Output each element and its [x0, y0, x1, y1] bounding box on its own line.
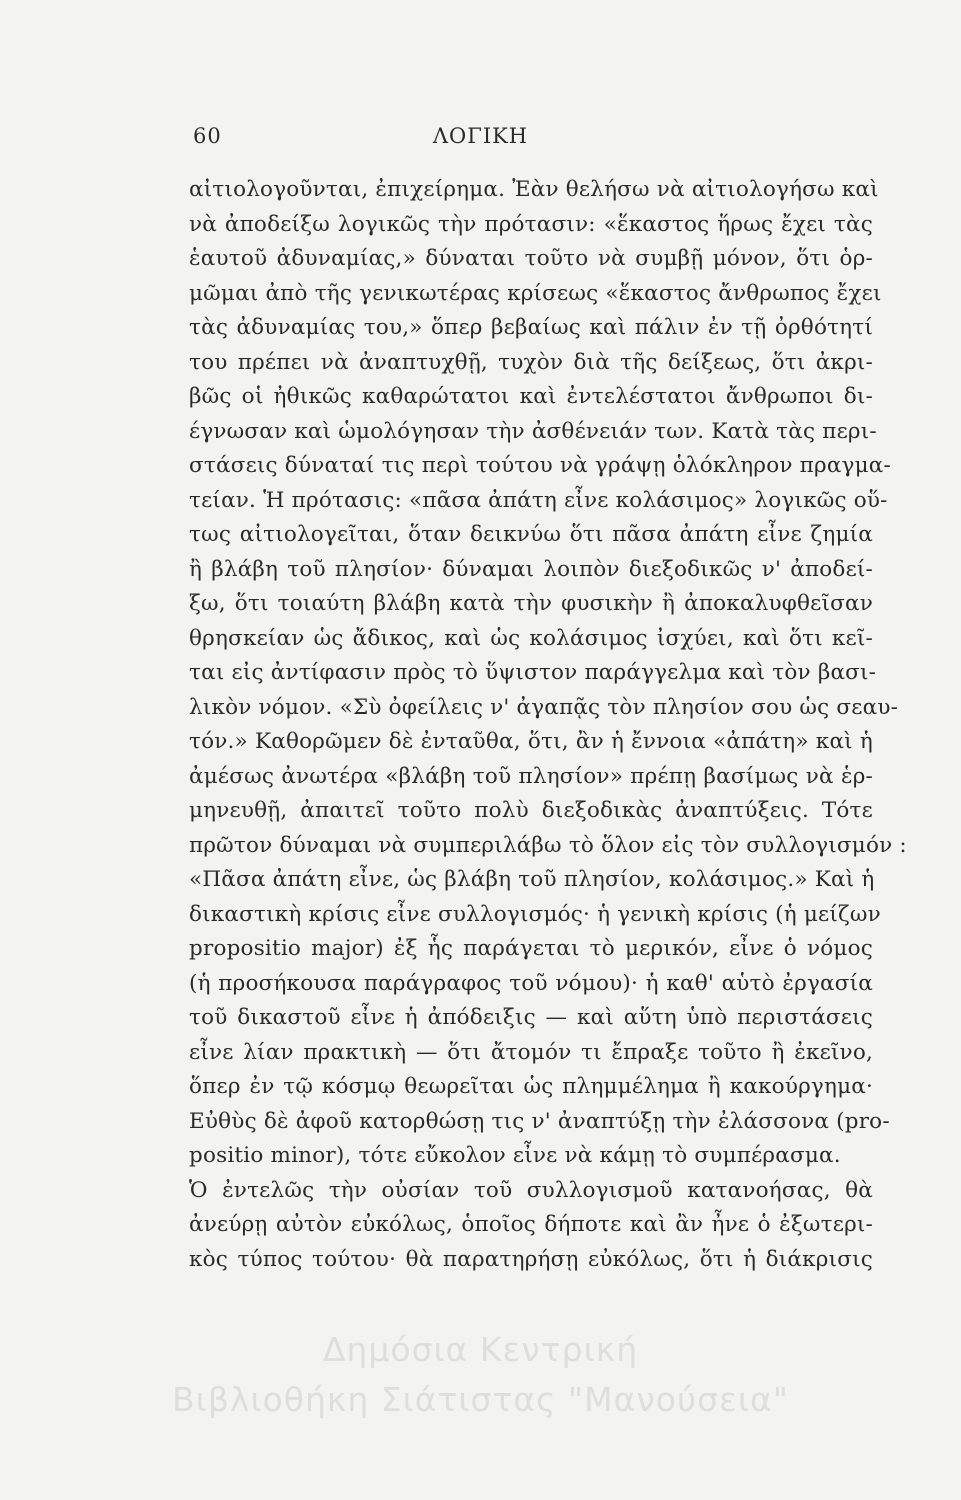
text-line: τως αἰτιολογεῖται, ὅταν δεικνύω ὅτι πᾶσα ἀπάτη εἶνε ζημία — [189, 522, 873, 547]
text-line: Ὁ ἐντελῶς τὴν οὐσίαν τοῦ συλλογισμοῦ κατανοήσας, θὰ — [189, 1177, 873, 1203]
text-line: λικὸν νόμον. «Σὺ ὀφείλεις ν' ἀγαπᾷς τὸν πλησίον σου ὡς σεαυ- — [189, 694, 899, 720]
text-line: τὰς ἀδυναμίας του,» ὅπερ βεβαίως καὶ πάλιν ἐν τῇ ὀρθότητί — [189, 315, 873, 340]
text-line: θρησκείαν ὡς ἄδικος, καὶ ὡς κολάσιμος ἰσχύει, καὶ ὅτι κεῖ- — [189, 625, 873, 651]
library-watermark-line2: Βιβλιοθήκη Σιάτιστας "Μανούσεια" — [172, 1380, 789, 1419]
text-line: ἢ βλάβη τοῦ πλησίον· δύναμαι λοιπὸν διεξοδικῶς ν' ἀποδεί- — [189, 556, 873, 582]
text-line: Εὐθὺς δὲ ἀφοῦ κατορθώσῃ τις ν' ἀναπτύξῃ τὴν ἐλάσσονα (pro- — [189, 1108, 890, 1134]
text-line: αἰτιολογοῦνται, ἐπιχείρημα. Ἐὰν θελήσω νὰ αἰτιολογήσω καὶ — [189, 177, 879, 202]
text-line: τείαν. Ἡ πρότασις: «πᾶσα ἀπάτη εἶνε κολάσιμος» λογικῶς οὕ- — [189, 487, 888, 513]
text-line: (ἡ προσήκουσα παράγραφος τοῦ νόμου)· ἡ καθ' αὑτὸ ἐργασία — [189, 970, 873, 996]
text-line: έγνωσαν καὶ ὡμολόγησαν τὴν ἀσθένειάν των. Κατὰ τὰς περι- — [189, 418, 877, 444]
text-line: μηνευθῇ, ἀπαιτεῖ τοῦτο πολὺ διεξοδικὰς ἀναπτύξεις. Τότε — [189, 798, 873, 823]
text-line: positio minor), τότε εὔκολον εἶνε νὰ κάμῃ τὸ συμπέρασμα. — [189, 1143, 841, 1168]
page-number: 60 — [193, 124, 222, 148]
text-line: δικαστικὴ κρίσις εἶνε συλλογισμός· ἡ γενικὴ κρίσις (ἡ μείζων — [189, 901, 881, 927]
text-line: πρῶτον δύναμαι νὰ συμπεριλάβω τὸ ὅλον εἰς τὸν συλλογισμόν : — [189, 832, 907, 858]
text-line: ἀνεύρῃ αὐτὸν εὐκόλως, ὁποῖος δήποτε καὶ ἂν ἦνε ὁ ἐξωτερι- — [189, 1212, 873, 1237]
text-line: μῶμαι ἀπὸ τῆς γενικωτέρας κρίσεως «ἕκαστος ἄνθρωπος ἔχει — [189, 280, 882, 306]
text-line: ὅπερ ἐν τῷ κόσμῳ θεωρεῖται ὡς πλημμέλημα ἢ κακούργημα· — [189, 1074, 873, 1099]
body-text — [189, 173, 907, 1277]
text-line: βῶς οἱ ἠθικῶς καθαρώτατοι καὶ ἐντελέστατοι ἄνθρωποι δι- — [189, 384, 873, 409]
library-watermark-line1: Δημόσια Κεντρική — [322, 1330, 639, 1369]
text-line: νὰ ἀποδείξω λογικῶς τὴν πρότασιν: «ἕκαστος ἥρως ἔχει τὰς — [189, 211, 873, 237]
text-line: ξω, ὅτι τοιαύτη βλάβη κατὰ τὴν φυσικὴν ἢ ἀποκαλυφθεῖσαν — [189, 591, 873, 616]
text-line: propositio major) ἐξ ἧς παράγεται τὸ μερικόν, εἶνε ὁ νόμος — [189, 936, 873, 961]
text-line: «Πᾶσα ἀπάτη εἶνε, ὡς βλάβη τοῦ πλησίον, κολάσιμος.» Καὶ ἡ — [189, 867, 875, 892]
text-line: ἑαυτοῦ ἀδυναμίας,» δύναται τοῦτο νὰ συμβῇ μόνον, ὅτι ὁρ- — [189, 246, 873, 271]
text-line: τόν.» Καθορῶμεν δὲ ἐνταῦθα, ὅτι, ἂν ἡ ἔννοια «ἀπάτη» καὶ ἡ — [189, 729, 873, 754]
text-line: του πρέπει νὰ ἀναπτυχθῇ, τυχὸν διὰ τῆς δείξεως, ὅτι ἀκρι- — [189, 349, 873, 375]
running-title: ΛΟΓΙΚΗ — [432, 124, 529, 148]
text-line: κὸς τύπος τούτου· θὰ παρατηρήσῃ εὐκόλως, ὅτι ἡ διάκρισις — [189, 1246, 873, 1272]
text-line: στάσεις δύναταί τις περὶ τούτου νὰ γράψῃ ὁλόκληρον πραγμα- — [189, 453, 891, 478]
text-line: ἀμέσως ἀνωτέρα «βλάβη τοῦ πλησίον» πρέπῃ βασίμως νὰ ἑρ- — [189, 763, 873, 789]
text-line: τοῦ δικαστοῦ εἶνε ἡ ἀπόδειξις — καὶ αὕτη ὑπὸ περιστάσεις — [189, 1005, 873, 1030]
text-line: εἶνε λίαν πρακτικὴ — ὅτι ἄτομόν τι ἔπραξε τοῦτο ἢ ἐκεῖνο, — [189, 1039, 873, 1065]
text-line: ται εἰς ἀντίφασιν πρὸς τὸ ὕψιστον παράγγελμα καὶ τὸν βασι- — [189, 660, 877, 685]
